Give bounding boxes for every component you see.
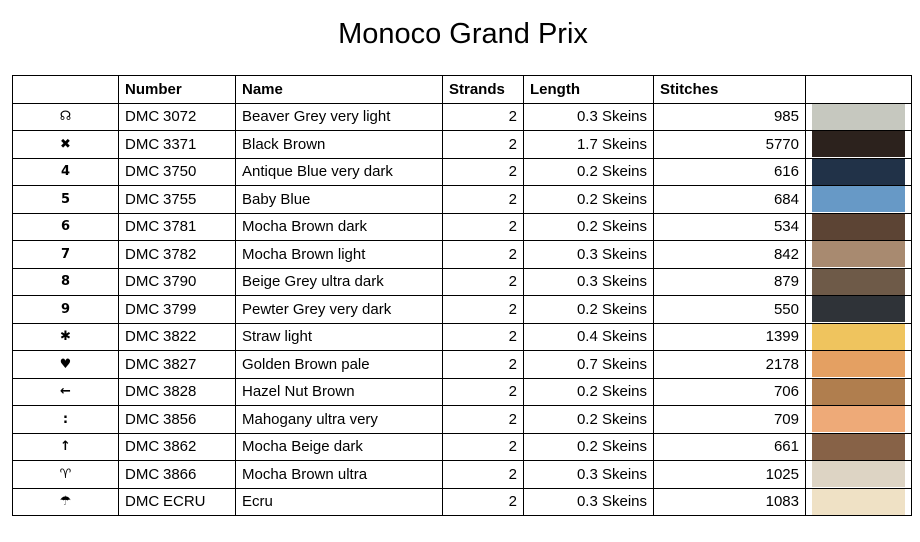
thread-number bbox=[119, 241, 236, 269]
thread-code: 3828 bbox=[163, 383, 197, 401]
length-value: 0.2 Skeins bbox=[524, 378, 654, 406]
color-swatch-fill bbox=[812, 104, 905, 130]
color-swatch-fill bbox=[812, 269, 905, 295]
color-swatch-fill bbox=[812, 461, 905, 487]
length-value: 0.3 Skeins bbox=[524, 488, 654, 516]
thread-name: Ecru bbox=[236, 488, 443, 516]
color-swatch-fill bbox=[812, 406, 905, 432]
strands-value: 2 bbox=[443, 323, 524, 351]
thread-code: 3827 bbox=[163, 355, 197, 373]
stitches-value: 2178 bbox=[654, 351, 806, 379]
thread-number bbox=[119, 296, 236, 324]
table-row bbox=[13, 186, 912, 214]
color-swatch-fill bbox=[812, 379, 905, 405]
thread-name: Hazel Nut Brown bbox=[236, 378, 443, 406]
thread-name: Mocha Beige dark bbox=[236, 433, 443, 461]
thread-name: Baby Blue bbox=[236, 186, 443, 214]
stitches-value: 684 bbox=[654, 186, 806, 214]
stitches-value: 550 bbox=[654, 296, 806, 324]
symbol-icon: ↑ bbox=[13, 433, 119, 461]
symbol-icon: ☂ bbox=[13, 488, 119, 516]
stitches-value: 616 bbox=[654, 158, 806, 186]
symbol-icon: 7 bbox=[13, 241, 119, 269]
thread-brand: DMC bbox=[125, 383, 160, 401]
color-swatch-fill bbox=[812, 186, 905, 212]
color-swatch bbox=[806, 323, 912, 351]
stitches-value: 1399 bbox=[654, 323, 806, 351]
table-row bbox=[13, 241, 912, 269]
thread-name: Mocha Brown dark bbox=[236, 213, 443, 241]
length-value: 0.3 Skeins bbox=[524, 103, 654, 131]
thread-brand: DMC bbox=[125, 438, 160, 456]
thread-number bbox=[119, 268, 236, 296]
thread-number bbox=[119, 323, 236, 351]
thread-brand: DMC bbox=[125, 218, 160, 236]
table-row bbox=[13, 433, 912, 461]
length-value: 0.7 Skeins bbox=[524, 351, 654, 379]
thread-number bbox=[119, 131, 236, 159]
color-swatch-fill bbox=[812, 324, 905, 350]
strands-value: 2 bbox=[443, 406, 524, 434]
length-value: 0.2 Skeins bbox=[524, 213, 654, 241]
stitches-value: 879 bbox=[654, 268, 806, 296]
symbol-icon: 9 bbox=[13, 296, 119, 324]
thread-brand: DMC bbox=[125, 135, 160, 153]
symbol-icon: ← bbox=[13, 378, 119, 406]
thread-brand: DMC bbox=[125, 493, 160, 511]
header-name: Name bbox=[236, 76, 443, 104]
color-swatch bbox=[806, 461, 912, 489]
thread-name: Mahogany ultra very bbox=[236, 406, 443, 434]
color-swatch-fill bbox=[812, 214, 905, 240]
thread-brand: DMC bbox=[125, 163, 160, 181]
color-swatch-fill bbox=[812, 241, 905, 267]
stitches-value: 985 bbox=[654, 103, 806, 131]
thread-brand: DMC bbox=[125, 410, 160, 428]
thread-name: Straw light bbox=[236, 323, 443, 351]
thread-brand: DMC bbox=[125, 328, 160, 346]
stitches-value: 661 bbox=[654, 433, 806, 461]
legend-body bbox=[13, 103, 912, 516]
color-swatch-fill bbox=[812, 434, 905, 460]
thread-code: 3782 bbox=[163, 245, 197, 263]
thread-number bbox=[119, 433, 236, 461]
symbol-icon: 5 bbox=[13, 186, 119, 214]
color-swatch bbox=[806, 488, 912, 516]
color-swatch bbox=[806, 131, 912, 159]
thread-name: Beaver Grey very light bbox=[236, 103, 443, 131]
length-value: 0.2 Skeins bbox=[524, 406, 654, 434]
thread-brand: DMC bbox=[125, 190, 160, 208]
thread-number bbox=[119, 378, 236, 406]
table-row bbox=[13, 296, 912, 324]
thread-code: 3866 bbox=[163, 465, 197, 483]
thread-name: Beige Grey ultra dark bbox=[236, 268, 443, 296]
color-swatch-fill bbox=[812, 296, 905, 322]
color-swatch bbox=[806, 406, 912, 434]
table-row bbox=[13, 461, 912, 489]
thread-legend-table bbox=[12, 75, 912, 516]
stitches-value: 709 bbox=[654, 406, 806, 434]
symbol-icon: 4 bbox=[13, 158, 119, 186]
strands-value: 2 bbox=[443, 351, 524, 379]
header-stitches: Stitches bbox=[654, 76, 806, 104]
table-row bbox=[13, 158, 912, 186]
strands-value: 2 bbox=[443, 131, 524, 159]
table-row bbox=[13, 406, 912, 434]
thread-code: 3755 bbox=[163, 190, 197, 208]
thread-number bbox=[119, 213, 236, 241]
symbol-icon: : bbox=[13, 406, 119, 434]
color-swatch-fill bbox=[812, 159, 905, 185]
color-swatch bbox=[806, 378, 912, 406]
symbol-icon: ✖ bbox=[13, 131, 119, 159]
thread-name: Golden Brown pale bbox=[236, 351, 443, 379]
thread-code: ECRU bbox=[163, 493, 206, 511]
thread-number bbox=[119, 351, 236, 379]
thread-code: 3371 bbox=[163, 135, 197, 153]
thread-name: Pewter Grey very dark bbox=[236, 296, 443, 324]
thread-brand: DMC bbox=[125, 300, 160, 318]
strands-value: 2 bbox=[443, 241, 524, 269]
table-row bbox=[13, 323, 912, 351]
length-value: 0.2 Skeins bbox=[524, 433, 654, 461]
length-value: 0.2 Skeins bbox=[524, 296, 654, 324]
strands-value: 2 bbox=[443, 296, 524, 324]
color-swatch bbox=[806, 351, 912, 379]
thread-code: 3856 bbox=[163, 410, 197, 428]
thread-number bbox=[119, 103, 236, 131]
symbol-icon: 8 bbox=[13, 268, 119, 296]
stitches-value: 534 bbox=[654, 213, 806, 241]
header-row bbox=[13, 76, 912, 104]
symbol-icon: ♈ bbox=[13, 461, 119, 489]
stitches-value: 1025 bbox=[654, 461, 806, 489]
thread-name: Antique Blue very dark bbox=[236, 158, 443, 186]
thread-code: 3862 bbox=[163, 438, 197, 456]
thread-brand: DMC bbox=[125, 108, 160, 126]
strands-value: 2 bbox=[443, 378, 524, 406]
color-swatch bbox=[806, 296, 912, 324]
length-value: 0.3 Skeins bbox=[524, 461, 654, 489]
table-row bbox=[13, 351, 912, 379]
length-value: 0.2 Skeins bbox=[524, 158, 654, 186]
length-value: 0.2 Skeins bbox=[524, 186, 654, 214]
table-row bbox=[13, 103, 912, 131]
strands-value: 2 bbox=[443, 186, 524, 214]
strands-value: 2 bbox=[443, 461, 524, 489]
table-row bbox=[13, 378, 912, 406]
thread-code: 3072 bbox=[163, 108, 197, 126]
strands-value: 2 bbox=[443, 213, 524, 241]
symbol-icon: 6 bbox=[13, 213, 119, 241]
color-swatch bbox=[806, 103, 912, 131]
thread-number bbox=[119, 406, 236, 434]
thread-code: 3750 bbox=[163, 163, 197, 181]
header-length: Length bbox=[524, 76, 654, 104]
symbol-icon: ✱ bbox=[13, 323, 119, 351]
thread-brand: DMC bbox=[125, 355, 160, 373]
stitches-value: 5770 bbox=[654, 131, 806, 159]
strands-value: 2 bbox=[443, 433, 524, 461]
thread-code: 3799 bbox=[163, 300, 197, 318]
stitches-value: 842 bbox=[654, 241, 806, 269]
table-row bbox=[13, 131, 912, 159]
length-value: 0.3 Skeins bbox=[524, 241, 654, 269]
thread-code: 3822 bbox=[163, 328, 197, 346]
thread-code: 3781 bbox=[163, 218, 197, 236]
thread-brand: DMC bbox=[125, 273, 160, 291]
color-swatch bbox=[806, 186, 912, 214]
symbol-icon: ☊ bbox=[13, 103, 119, 131]
color-swatch-fill bbox=[812, 489, 905, 515]
table-row bbox=[13, 268, 912, 296]
color-swatch-fill bbox=[812, 351, 905, 377]
length-value: 0.3 Skeins bbox=[524, 268, 654, 296]
color-swatch bbox=[806, 433, 912, 461]
symbol-icon: ♥ bbox=[13, 351, 119, 379]
length-value: 0.4 Skeins bbox=[524, 323, 654, 351]
color-swatch bbox=[806, 213, 912, 241]
thread-number bbox=[119, 186, 236, 214]
thread-number bbox=[119, 158, 236, 186]
header-symbol bbox=[13, 76, 119, 104]
thread-number bbox=[119, 488, 236, 516]
thread-brand: DMC bbox=[125, 465, 160, 483]
length-value: 1.7 Skeins bbox=[524, 131, 654, 159]
header-strands: Strands bbox=[443, 76, 524, 104]
thread-brand: DMC bbox=[125, 245, 160, 263]
strands-value: 2 bbox=[443, 268, 524, 296]
strands-value: 2 bbox=[443, 103, 524, 131]
strands-value: 2 bbox=[443, 158, 524, 186]
thread-number bbox=[119, 461, 236, 489]
stitches-value: 1083 bbox=[654, 488, 806, 516]
color-swatch bbox=[806, 158, 912, 186]
table-row bbox=[13, 213, 912, 241]
header-number: Number bbox=[119, 76, 236, 104]
color-swatch-fill bbox=[812, 131, 905, 157]
color-swatch bbox=[806, 241, 912, 269]
color-swatch bbox=[806, 268, 912, 296]
stitches-value: 706 bbox=[654, 378, 806, 406]
thread-name: Mocha Brown light bbox=[236, 241, 443, 269]
thread-name: Black Brown bbox=[236, 131, 443, 159]
page-title: Monoco Grand Prix bbox=[338, 18, 588, 50]
table-row bbox=[13, 488, 912, 516]
thread-name: Mocha Brown ultra bbox=[236, 461, 443, 489]
header-color bbox=[806, 76, 912, 104]
strands-value: 2 bbox=[443, 488, 524, 516]
thread-code: 3790 bbox=[163, 273, 197, 291]
